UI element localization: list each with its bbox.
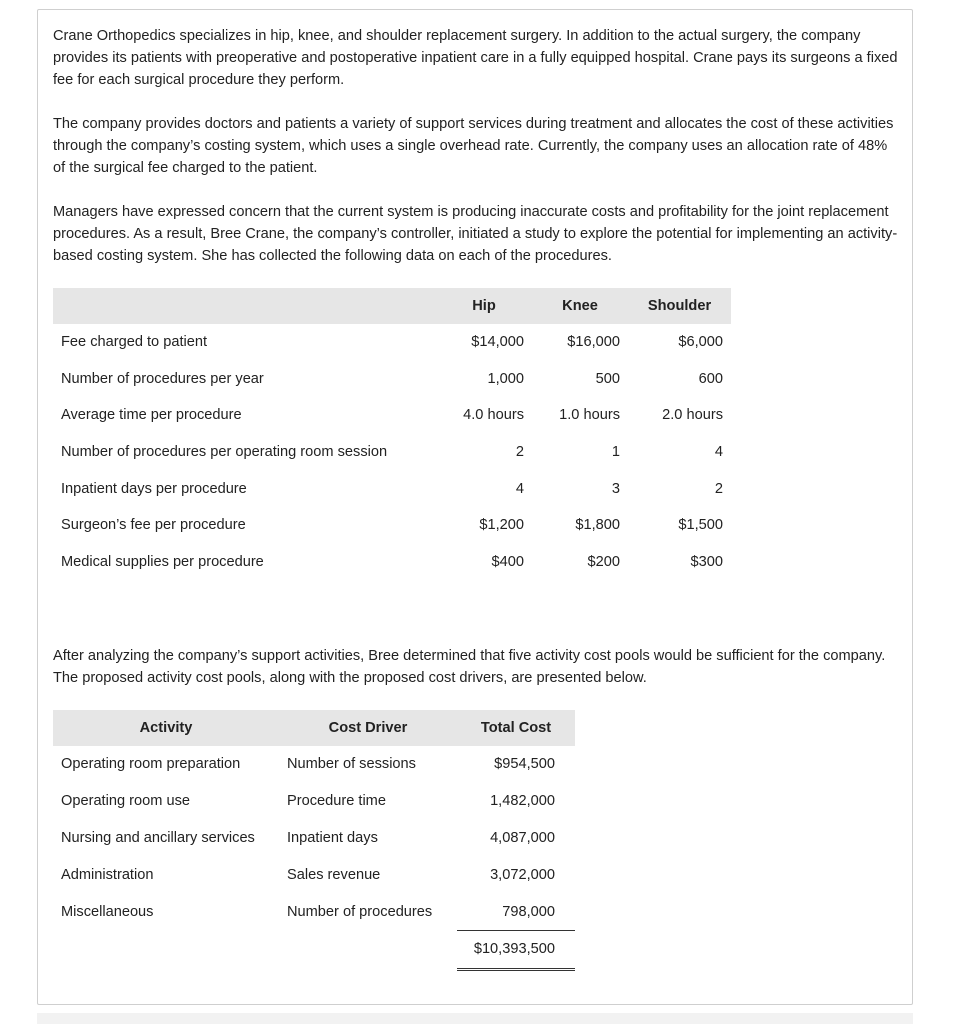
- header-shoulder: Shoulder: [628, 288, 731, 324]
- hip-value: $400: [491, 553, 524, 570]
- shoulder-value: 4: [714, 444, 723, 461]
- hip-value: 4.0 hours: [463, 407, 524, 424]
- knee-value: 500: [595, 370, 620, 387]
- hip-value: $14,000: [471, 334, 524, 351]
- table-row: [53, 544, 731, 581]
- table-row: [53, 470, 731, 507]
- activity-name: Operating room preparation: [61, 756, 241, 773]
- procedures-table: [53, 288, 731, 580]
- header-knee: Knee: [532, 288, 628, 324]
- activity-header-row: [53, 710, 575, 746]
- table-row: [53, 507, 731, 544]
- procedures-header-row: [53, 288, 731, 324]
- total-cost: 3,072,000: [490, 866, 555, 883]
- cost-driver: Sales revenue: [287, 866, 381, 883]
- hip-value: 1,000: [487, 370, 524, 387]
- header-total-cost: Total Cost: [457, 710, 575, 746]
- activity-name: Operating room use: [61, 793, 190, 810]
- knee-value: $1,800: [575, 517, 620, 534]
- row-label: Number of procedures per year: [61, 370, 264, 387]
- table-row: [53, 746, 575, 783]
- table-row: [53, 434, 731, 471]
- problem-card: [37, 9, 913, 1005]
- hip-value: 4: [515, 480, 524, 497]
- cost-driver: Procedure time: [287, 793, 386, 810]
- knee-value: $16,000: [567, 334, 620, 351]
- grand-total-cost: $10,393,500: [457, 930, 575, 969]
- cost-driver: Inpatient days: [287, 829, 378, 846]
- activity-cost-table: [53, 710, 575, 971]
- shoulder-value: 2: [714, 480, 723, 497]
- knee-value: 3: [611, 480, 620, 497]
- shoulder-value: $1,500: [678, 517, 723, 534]
- table-row: [53, 783, 575, 820]
- shoulder-value: 600: [698, 370, 723, 387]
- table-row: [53, 893, 575, 930]
- header-activity: Activity: [53, 710, 279, 746]
- activity-name: Nursing and ancillary services: [61, 829, 255, 846]
- shoulder-value: $300: [690, 553, 723, 570]
- row-label: Surgeon’s fee per procedure: [61, 517, 246, 534]
- total-row: [53, 930, 575, 969]
- knee-value: 1: [611, 444, 620, 461]
- table-row: [53, 397, 731, 434]
- table-row: [53, 361, 731, 398]
- total-cost: 1,482,000: [490, 793, 555, 810]
- activity-name: Administration: [61, 866, 154, 883]
- hip-value: $1,200: [479, 517, 524, 534]
- row-label: Average time per procedure: [61, 407, 242, 424]
- total-blank-2: [279, 930, 457, 969]
- knee-value: $200: [587, 553, 620, 570]
- activity-intro-paragraph: After analyzing the company’s support activities, Bree determined that five activity cost pools would be sufficient for the company. The proposed activity cost pools, along with the proposed cost drivers, are presented below.: [53, 648, 886, 686]
- total-cost: $954,500: [494, 756, 555, 773]
- header-blank: [53, 288, 436, 324]
- cost-driver: Number of procedures: [287, 903, 433, 920]
- total-cost: 4,087,000: [490, 829, 555, 846]
- header-cost-driver: Cost Driver: [279, 710, 457, 746]
- table-row: [53, 856, 575, 893]
- concern-paragraph: Managers have expressed concern that the current system is producing inaccurate costs and profitability for the joint replacement procedures. As a result, Bree Crane, the company’s controller, initiated a study to explore the potential for implementing an activity-based costing system. She has collected the following data on each of the procedures.: [53, 204, 898, 264]
- shoulder-value: $6,000: [678, 334, 723, 351]
- knee-value: 1.0 hours: [559, 407, 620, 424]
- cost-driver: Number of sessions: [287, 756, 416, 773]
- row-label: Medical supplies per procedure: [61, 553, 264, 570]
- shoulder-value: 2.0 hours: [662, 407, 723, 424]
- activity-name: Miscellaneous: [61, 903, 154, 920]
- row-label: Number of procedures per operating room session: [61, 444, 388, 461]
- hip-value: 2: [515, 444, 524, 461]
- total-cost: 798,000: [457, 893, 575, 930]
- table-row: [53, 820, 575, 857]
- intro-paragraph: Crane Orthopedics specializes in hip, knee, and shoulder replacement surgery. In addition to the actual surgery, the company provides its patients with preoperative and postoperative inpatient care in a fully equipped hospital. Crane pays its surgeons a fixed fee for each surgical procedure they perform.: [53, 28, 898, 88]
- row-label: Fee charged to patient: [61, 334, 208, 351]
- row-label: Inpatient days per procedure: [61, 480, 247, 497]
- table-row: [53, 324, 731, 361]
- allocation-paragraph: The company provides doctors and patients a variety of support services during treatment and allocates the cost of these activities through the company’s costing system, which uses a single overhead rate. Currently, the company uses an allocation rate of 48% of the surgical fee charged to the patient.: [53, 116, 894, 176]
- total-blank-1: [53, 930, 279, 969]
- header-hip: Hip: [436, 288, 532, 324]
- bottom-scroll-edge: [37, 1013, 913, 1024]
